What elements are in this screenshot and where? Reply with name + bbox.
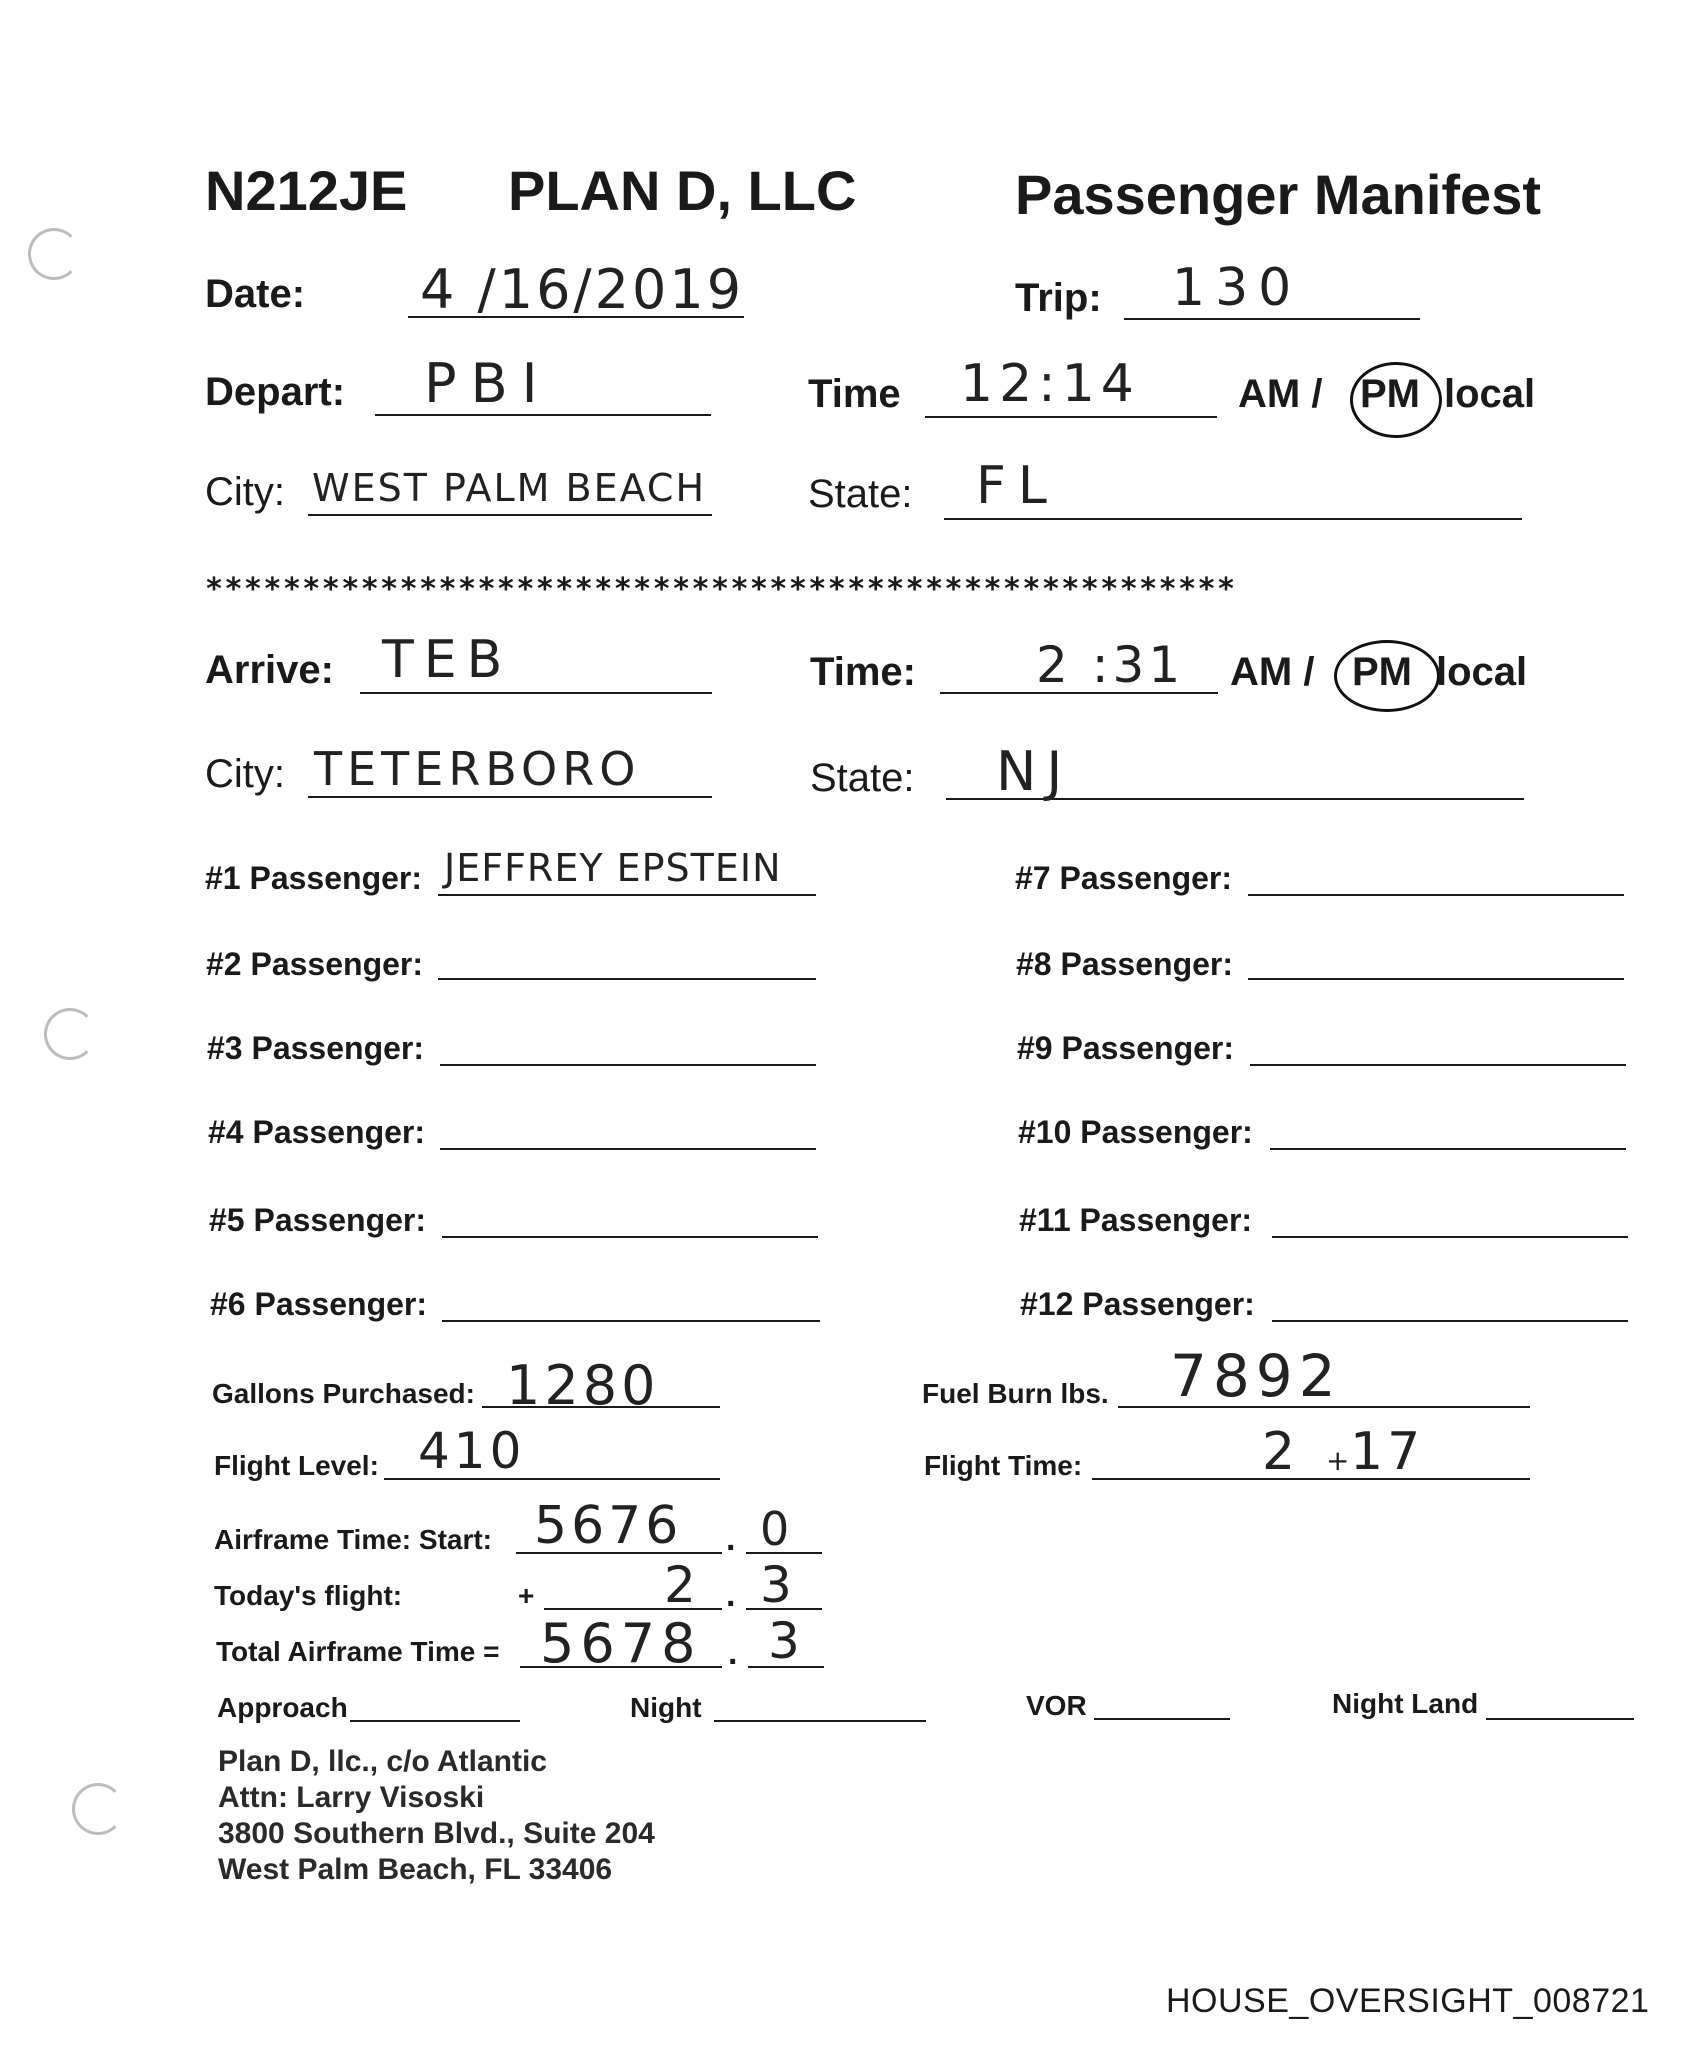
flight-time-line: [1092, 1478, 1530, 1480]
flight-time-label: Flight Time:: [924, 1450, 1083, 1481]
airframe-start-dot: .: [726, 1520, 736, 1558]
depart-city-label: City:: [205, 470, 285, 514]
arrive-state-value: NJ: [996, 740, 1073, 803]
passenger-line-11: [1272, 1236, 1628, 1238]
passenger-label-3: #3 Passenger:: [207, 1030, 425, 1066]
depart-local-label: local: [1444, 372, 1536, 416]
binder-hole-bottom: [72, 1783, 124, 1835]
arrive-city-line: [308, 796, 712, 798]
vor-label: VOR: [1026, 1690, 1087, 1721]
arrive-city-value: TETERBORO: [314, 742, 641, 796]
separator-stars: *****************************************************: [205, 572, 1237, 607]
total-airframe-dot: .: [728, 1634, 738, 1672]
date-value: 4 /16/2019: [420, 258, 745, 321]
passenger-label-9: #9 Passenger:: [1017, 1030, 1235, 1066]
passenger-line-6: [442, 1320, 820, 1322]
gallons-label: Gallons Purchased:: [212, 1378, 475, 1409]
depart-city-value: WEST PALM BEACH: [312, 466, 707, 510]
flight-time-minutes: 17: [1350, 1422, 1425, 1482]
flight-time-separator: +: [1326, 1444, 1353, 1477]
passenger-line-12: [1272, 1320, 1628, 1322]
trip-line: [1124, 318, 1420, 320]
page-title: Passenger Manifest: [1015, 163, 1541, 226]
approach-line: [350, 1720, 520, 1722]
passenger-line-5: [442, 1236, 818, 1238]
address-line-3: 3800 Southern Blvd., Suite 204: [218, 1817, 655, 1850]
todays-flight-dot: .: [726, 1576, 736, 1614]
airframe-start-dec: 0: [760, 1502, 793, 1556]
depart-time-label: Time: [808, 372, 901, 416]
night-land-line: [1486, 1718, 1634, 1720]
depart-state-value: FL: [976, 456, 1059, 516]
fuel-burn-label: Fuel Burn lbs.: [922, 1378, 1109, 1409]
tail-number: N212JE: [205, 159, 408, 222]
night-line: [714, 1720, 926, 1722]
flight-time-hours: 2: [1262, 1422, 1299, 1482]
passenger-line-7: [1248, 894, 1624, 896]
arrive-line: [360, 692, 712, 694]
arrive-local-label: local: [1436, 650, 1528, 694]
arrive-city-label: City:: [205, 752, 285, 796]
address-block: [218, 1744, 655, 1888]
passenger-label-12: #12 Passenger:: [1020, 1286, 1255, 1322]
passenger-label-1: #1 Passenger:: [205, 860, 423, 896]
airframe-start-int: 5676: [534, 1496, 683, 1556]
passenger-label-8: #8 Passenger:: [1016, 946, 1234, 982]
todays-flight-plus: +: [518, 1580, 535, 1611]
arrive-time-value: 2 :31: [1036, 636, 1185, 694]
depart-city-line: [308, 514, 712, 516]
passenger-label-4: #4 Passenger:: [208, 1114, 426, 1150]
passenger-line-2: [438, 978, 816, 980]
depart-value: PBI: [424, 352, 552, 415]
passenger-line-10: [1270, 1148, 1626, 1150]
arrive-value: TEB: [382, 630, 513, 690]
trip-label: Trip:: [1015, 276, 1102, 320]
passenger-line-8: [1248, 978, 1624, 980]
airframe-start-label: Airframe Time: Start:: [214, 1524, 493, 1555]
depart-label: Depart:: [205, 370, 346, 414]
flight-level-value: 410: [418, 1422, 526, 1480]
depart-pm-label: PM: [1360, 372, 1420, 416]
passenger-label-11: #11 Passenger:: [1019, 1202, 1253, 1238]
passenger-line-4: [440, 1148, 816, 1150]
night-label: Night: [630, 1692, 702, 1723]
depart-time-line: [925, 416, 1217, 418]
date-label: Date:: [205, 272, 306, 316]
arrive-label: Arrive:: [205, 648, 334, 692]
passenger-label-10: #10 Passenger:: [1018, 1114, 1253, 1150]
address-line-1: Plan D, llc., c/o Atlantic: [218, 1745, 547, 1778]
arrive-pm-circle: [1334, 640, 1440, 712]
gallons-value: 1280: [506, 1354, 660, 1417]
depart-time-value: 12:14: [960, 354, 1140, 414]
todays-flight-int: 2: [664, 1556, 699, 1614]
approach-label: Approach: [217, 1692, 348, 1723]
total-airframe-dec: 3: [768, 1612, 803, 1670]
todays-flight-dec: 3: [760, 1556, 795, 1614]
address-line-4: West Palm Beach, FL 33406: [218, 1853, 613, 1886]
trip-value: 130: [1172, 258, 1302, 318]
address-line-2: Attn: Larry Visoski: [218, 1781, 485, 1814]
arrive-state-label: State:: [810, 756, 915, 800]
arrive-time-label: Time:: [810, 650, 916, 694]
depart-state-label: State:: [808, 472, 913, 516]
arrive-am-label: AM /: [1230, 650, 1315, 694]
passenger-label-7: #7 Passenger:: [1015, 860, 1233, 896]
passenger-label-5: #5 Passenger:: [209, 1202, 427, 1238]
total-airframe-label: Total Airframe Time =: [216, 1636, 500, 1667]
binder-hole-top: [28, 228, 80, 280]
passenger-label-6: #6 Passenger:: [210, 1286, 428, 1322]
binder-hole-middle: [44, 1008, 96, 1060]
fuel-burn-value: 7892: [1170, 1342, 1342, 1410]
passenger-name-1: JEFFREY EPSTEIN: [444, 846, 782, 890]
arrive-pm-label: PM: [1352, 650, 1412, 694]
passenger-label-2: #2 Passenger:: [206, 946, 424, 982]
total-airframe-int: 5678: [540, 1612, 702, 1675]
passenger-line-1: [438, 894, 816, 896]
depart-state-line: [944, 518, 1522, 520]
passenger-line-3: [440, 1064, 816, 1066]
vor-line: [1094, 1718, 1230, 1720]
bates-stamp: HOUSE_OVERSIGHT_008721: [1166, 1982, 1650, 2020]
night-land-label: Night Land: [1332, 1688, 1479, 1719]
flight-level-label: Flight Level:: [214, 1450, 379, 1481]
company-name: PLAN D, LLC: [508, 159, 857, 222]
depart-pm-circle: [1350, 362, 1442, 438]
passenger-line-9: [1250, 1064, 1626, 1066]
depart-am-label: AM /: [1238, 372, 1323, 416]
todays-flight-label: Today's flight:: [214, 1580, 403, 1611]
